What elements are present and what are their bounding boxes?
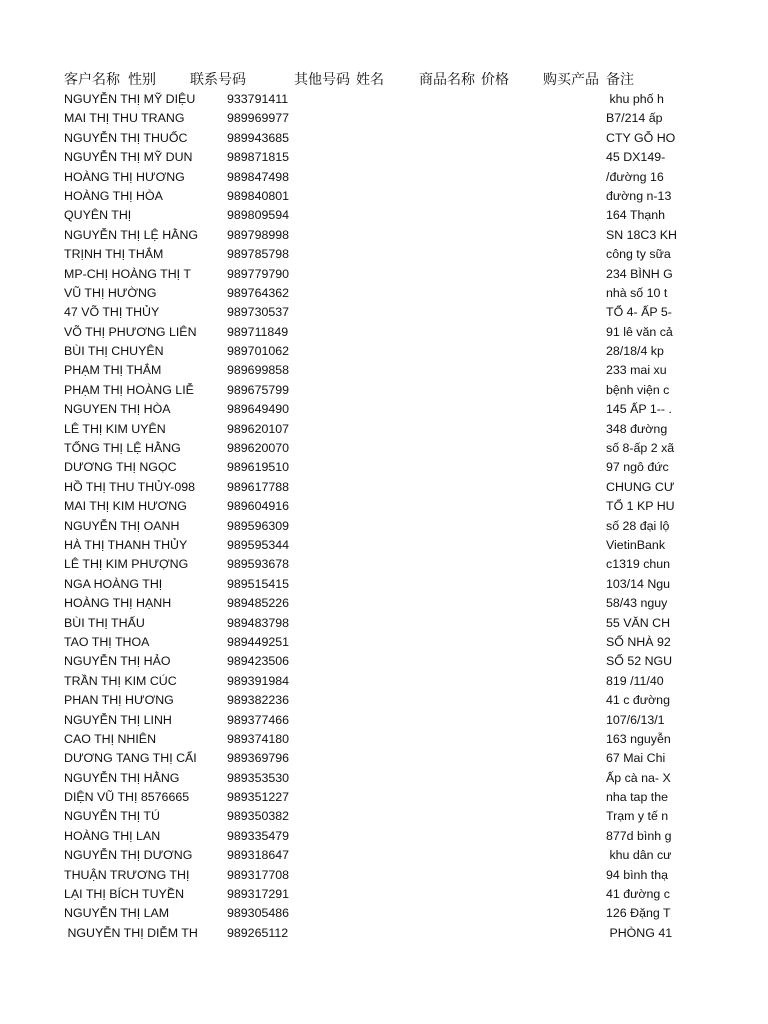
customer-name-cell: LẠI THỊ BÍCH TUYỀN — [64, 887, 185, 902]
customer-name-cell: PHẠM THỊ THẮM — [64, 363, 162, 378]
contact-number-cell: 989515415 — [227, 576, 290, 591]
table-row — [0, 614, 768, 633]
table-row — [0, 420, 768, 439]
remarks-cell: đường n-13 — [606, 188, 672, 203]
remarks-cell: 819 /11/40 — [606, 673, 664, 688]
remarks-cell: SỐ 52 NGU — [606, 654, 673, 669]
remarks-cell: số 28 đại lộ — [606, 518, 670, 533]
remarks-cell: 126 Đặng T — [606, 906, 671, 921]
customer-name-cell: BÙI THỊ THẤU — [64, 615, 145, 630]
contact-number-cell: 989847498 — [227, 169, 290, 184]
contact-number-cell: 989675799 — [227, 382, 290, 397]
table-row — [0, 148, 768, 167]
customer-name-cell: MAI THỊ KIM HƯƠNG — [64, 499, 187, 514]
remarks-cell: 877d bình g — [606, 828, 672, 843]
header-gender: 性别 — [128, 71, 156, 87]
table-row — [0, 807, 768, 826]
remarks-cell: 58/43 nguy — [606, 596, 668, 611]
customer-name-cell: TRỊNH THỊ THẮM — [64, 247, 164, 262]
customer-name-cell: HÀ THỊ THANH THỦY — [64, 537, 188, 552]
remarks-cell: 348 đường — [606, 421, 668, 436]
customer-name-cell: 47 VÕ THỊ THỦY — [64, 305, 160, 320]
table-row — [0, 458, 768, 477]
table-row — [0, 361, 768, 380]
table-row — [0, 575, 768, 594]
table-row — [0, 788, 768, 807]
remarks-cell: VietinBank — [606, 537, 666, 552]
remarks-cell: SỐ NHÀ 92 — [606, 634, 671, 649]
customer-name-cell: NGUYEN THỊ HÒA — [64, 402, 171, 417]
remarks-cell: 94 bình thạ — [606, 867, 669, 882]
contact-number-cell: 989369796 — [227, 751, 290, 766]
table-row — [0, 885, 768, 904]
header-price: 价格 — [481, 71, 509, 87]
customer-name-cell: HOÀNG THỊ LAN — [64, 828, 161, 843]
remarks-cell: công ty sữa — [606, 247, 671, 262]
contact-number-cell: 989871815 — [227, 150, 290, 165]
remarks-cell: 145 ẤP 1-- . — [606, 402, 672, 417]
contact-number-cell: 989619510 — [227, 460, 290, 475]
customer-name-cell: VÕ THỊ PHƯƠNG LIÊN — [64, 324, 197, 339]
contact-number-cell: 989374180 — [227, 731, 290, 746]
customer-name-cell: NGUYỄN THỊ LAM — [64, 906, 170, 921]
customer-name-cell: PHẠM THỊ HOÀNG LIỄ — [64, 382, 194, 397]
customer-name-cell: NGUYỄN THỊ DƯƠNG — [64, 848, 193, 863]
customer-name-cell: NGUYỄN THỊ MỸ DIỆU — [64, 92, 196, 106]
remarks-cell: 41 đường c — [606, 887, 670, 902]
header-purchased-product: 购买产品 — [543, 71, 599, 87]
contact-number-cell: 989335479 — [227, 828, 290, 843]
contact-number-cell: 989265112 — [227, 925, 289, 940]
table-row — [0, 109, 768, 128]
customer-name-cell: LÊ THỊ KIM PHƯỢNG — [64, 557, 189, 572]
contact-number-cell: 989317291 — [227, 887, 290, 902]
table-row — [0, 284, 768, 303]
contact-number-cell: 933791411 — [227, 92, 289, 106]
remarks-cell: 163 nguyễn — [606, 731, 671, 746]
contact-number-cell: 989382236 — [227, 693, 290, 708]
remarks-cell: c1319 chun — [606, 557, 671, 572]
table-row — [0, 187, 768, 206]
customer-name-cell: MAI THỊ THU TRANG — [64, 111, 185, 126]
table-row — [0, 730, 768, 749]
remarks-cell: nhà số 10 t — [606, 285, 668, 300]
customer-name-cell: NGUYỄN THỊ TÚ — [64, 809, 160, 824]
remarks-cell: 41 c đường — [606, 693, 670, 708]
customer-name-cell: HOÀNG THỊ HÒA — [64, 188, 163, 203]
header-customer-name: 客户名称 — [64, 71, 120, 87]
table-row — [0, 478, 768, 497]
contact-number-cell: 989711849 — [227, 324, 289, 339]
customer-name-cell: HỒ THỊ THU THỦY-098 — [64, 479, 196, 494]
customer-name-cell: LÊ THỊ KIM UYÊN — [64, 421, 166, 436]
remarks-cell: SN 18C3 KH — [606, 227, 677, 242]
contact-number-cell: 989649490 — [227, 402, 290, 417]
table-row — [0, 400, 768, 419]
remarks-cell: Trạm y tế n — [606, 809, 669, 824]
remarks-cell: số 8-ấp 2 xã — [606, 441, 675, 456]
remarks-cell: 91 lê văn cả — [606, 324, 673, 339]
remarks-cell: 28/18/4 kp — [606, 344, 664, 359]
table-row — [0, 517, 768, 536]
remarks-cell: CHUNG CƯ — [606, 479, 675, 494]
header-other-number: 其他号码 — [294, 71, 350, 87]
customer-name-cell: NGA HOÀNG THỊ — [64, 576, 163, 591]
table-row — [0, 168, 768, 187]
table-row — [0, 711, 768, 730]
contact-number-cell: 989699858 — [227, 363, 290, 378]
contact-number-cell: 989701062 — [227, 344, 290, 359]
contact-number-cell: 989391984 — [227, 673, 290, 688]
remarks-cell: B7/214 ấp — [606, 111, 663, 126]
customer-name-cell: VŨ THỊ HƯỜNG — [64, 285, 157, 300]
customer-name-cell: HOÀNG THỊ HƯƠNG — [64, 169, 185, 184]
table-row — [0, 827, 768, 846]
contact-number-cell: 989595344 — [227, 537, 290, 552]
remarks-cell: 107/6/13/1 — [606, 712, 665, 727]
contact-number-cell: 989785798 — [227, 247, 290, 262]
contact-number-cell: 989351227 — [227, 790, 290, 805]
table-row — [0, 672, 768, 691]
customer-name-cell: DƯƠNG TANG THỊ CẨI — [64, 751, 197, 766]
table-row — [0, 866, 768, 885]
table-row — [0, 904, 768, 923]
customer-name-cell: TỐNG THỊ LỆ HẰNG — [64, 441, 181, 456]
contact-number-cell: 989969977 — [227, 111, 290, 126]
table-row — [0, 633, 768, 652]
remarks-cell: 234 BÌNH G — [606, 266, 673, 281]
remarks-cell: nha tap the — [606, 790, 669, 805]
customer-name-cell: TAO THỊ THOA — [64, 634, 150, 649]
table-row — [0, 439, 768, 458]
contact-number-cell: 989604916 — [227, 499, 290, 514]
customer-name-cell: NGUYỄN THỊ LINH — [64, 712, 172, 727]
contact-number-cell: 989305486 — [227, 906, 290, 921]
table-row — [0, 769, 768, 788]
remarks-cell: bệnh viện c — [606, 382, 670, 397]
contact-number-cell: 989593678 — [227, 557, 290, 572]
customer-name-cell: BÙI THỊ CHUYÊN — [64, 344, 164, 359]
contact-number-cell: 989483798 — [227, 615, 290, 630]
customer-name-cell: NGUYỄN THỊ LỆ HẰNG — [64, 227, 199, 242]
contact-number-cell: 989764362 — [227, 285, 290, 300]
contact-number-cell: 989943685 — [227, 130, 290, 145]
customer-name-cell: MP-CHỊ HOÀNG THỊ T — [64, 266, 191, 281]
remarks-cell: 45 DX149- — [606, 150, 666, 165]
header-name: 姓名 — [356, 71, 384, 87]
customer-name-cell: NGUYỄN THỊ HẰNG — [64, 770, 180, 785]
table-row — [0, 381, 768, 400]
table-row — [0, 691, 768, 710]
contact-number-cell: 989620070 — [227, 441, 290, 456]
remarks-cell: 67 Mai Chi — [606, 751, 666, 766]
contact-number-cell: 989596309 — [227, 518, 290, 533]
contact-number-cell: 989798998 — [227, 227, 290, 242]
remarks-cell: PHÒNG 41 — [606, 925, 673, 940]
customer-name-cell: CAO THỊ NHIÊN — [64, 731, 157, 746]
header-contact-number: 联系号码 — [190, 71, 246, 87]
contact-number-cell: 989779790 — [227, 266, 290, 281]
table-row — [0, 749, 768, 768]
table-row — [0, 846, 768, 865]
table-row — [0, 303, 768, 322]
table-row — [0, 652, 768, 671]
table-row — [0, 226, 768, 245]
table-row — [0, 555, 768, 574]
table-row — [0, 342, 768, 361]
contact-number-cell: 989617788 — [227, 479, 290, 494]
table-row — [0, 245, 768, 264]
header-remarks: 备注 — [606, 71, 634, 87]
customer-name-cell: QUYÊN THỊ — [64, 208, 132, 223]
customer-name-cell: HOÀNG THỊ HẠNH — [64, 596, 172, 611]
contact-number-cell: 989809594 — [227, 208, 290, 223]
customer-name-cell: DƯƠNG THỊ NGỌC — [64, 460, 177, 475]
remarks-cell: 233 mai xu — [606, 363, 667, 378]
table-row — [0, 497, 768, 516]
header-product-name: 商品名称 — [419, 71, 475, 87]
contact-number-cell: 989620107 — [227, 421, 290, 436]
header-row — [0, 69, 768, 89]
contact-number-cell: 989730537 — [227, 305, 290, 320]
customer-name-cell: NGUYỄN THỊ MỸ DUN — [64, 150, 193, 165]
contact-number-cell: 989318647 — [227, 848, 290, 863]
table-row — [0, 536, 768, 555]
contact-number-cell: 989423506 — [227, 654, 290, 669]
table-body — [0, 90, 768, 943]
customer-name-cell: PHAN THỊ HƯƠNG — [64, 693, 174, 708]
remarks-cell: khu phố h — [606, 92, 664, 106]
customer-name-cell: NGUYỄN THỊ THUỐC — [64, 130, 188, 145]
contact-number-cell: 989840801 — [227, 188, 290, 203]
contact-number-cell: 989449251 — [227, 634, 290, 649]
customer-name-cell: NGUYỄN THỊ HẢO — [64, 654, 171, 669]
table-row — [0, 924, 768, 943]
remarks-cell: TỔ 4- ẤP 5- — [606, 305, 672, 320]
remarks-cell: Ấp cà na- X — [606, 770, 671, 785]
customer-name-cell: NGUYỄN THỊ OANH — [64, 518, 180, 533]
customer-name-cell: DIỆN VŨ THỊ 8576665 — [64, 790, 190, 805]
remarks-cell: khu dân cư — [606, 848, 672, 863]
contact-number-cell: 989353530 — [227, 770, 290, 785]
contact-number-cell: 989377466 — [227, 712, 290, 727]
table-row — [0, 90, 768, 109]
contact-number-cell: 989350382 — [227, 809, 290, 824]
remarks-cell: 164 Thạnh — [606, 208, 666, 223]
contact-number-cell: 989485226 — [227, 596, 290, 611]
remarks-cell: 103/14 Ngu — [606, 576, 671, 591]
table-row — [0, 323, 768, 342]
remarks-cell: TỔ 1 KP HU — [606, 499, 675, 514]
remarks-cell: 55 VĂN CH — [606, 615, 671, 630]
remarks-cell: CTY GỖ HO — [606, 130, 676, 145]
remarks-cell: 97 ngô đức — [606, 460, 669, 475]
customer-name-cell: NGUYỄN THỊ DIỄM TH — [64, 925, 198, 940]
table-row — [0, 594, 768, 613]
remarks-cell: /đường 16 — [606, 169, 664, 184]
table-row — [0, 265, 768, 284]
contact-number-cell: 989317708 — [227, 867, 290, 882]
customer-name-cell: THUẬN TRƯƠNG THỊ — [64, 867, 190, 882]
table-row — [0, 206, 768, 225]
customer-name-cell: TRẦN THỊ KIM CÚC — [64, 673, 177, 688]
table-row — [0, 129, 768, 148]
